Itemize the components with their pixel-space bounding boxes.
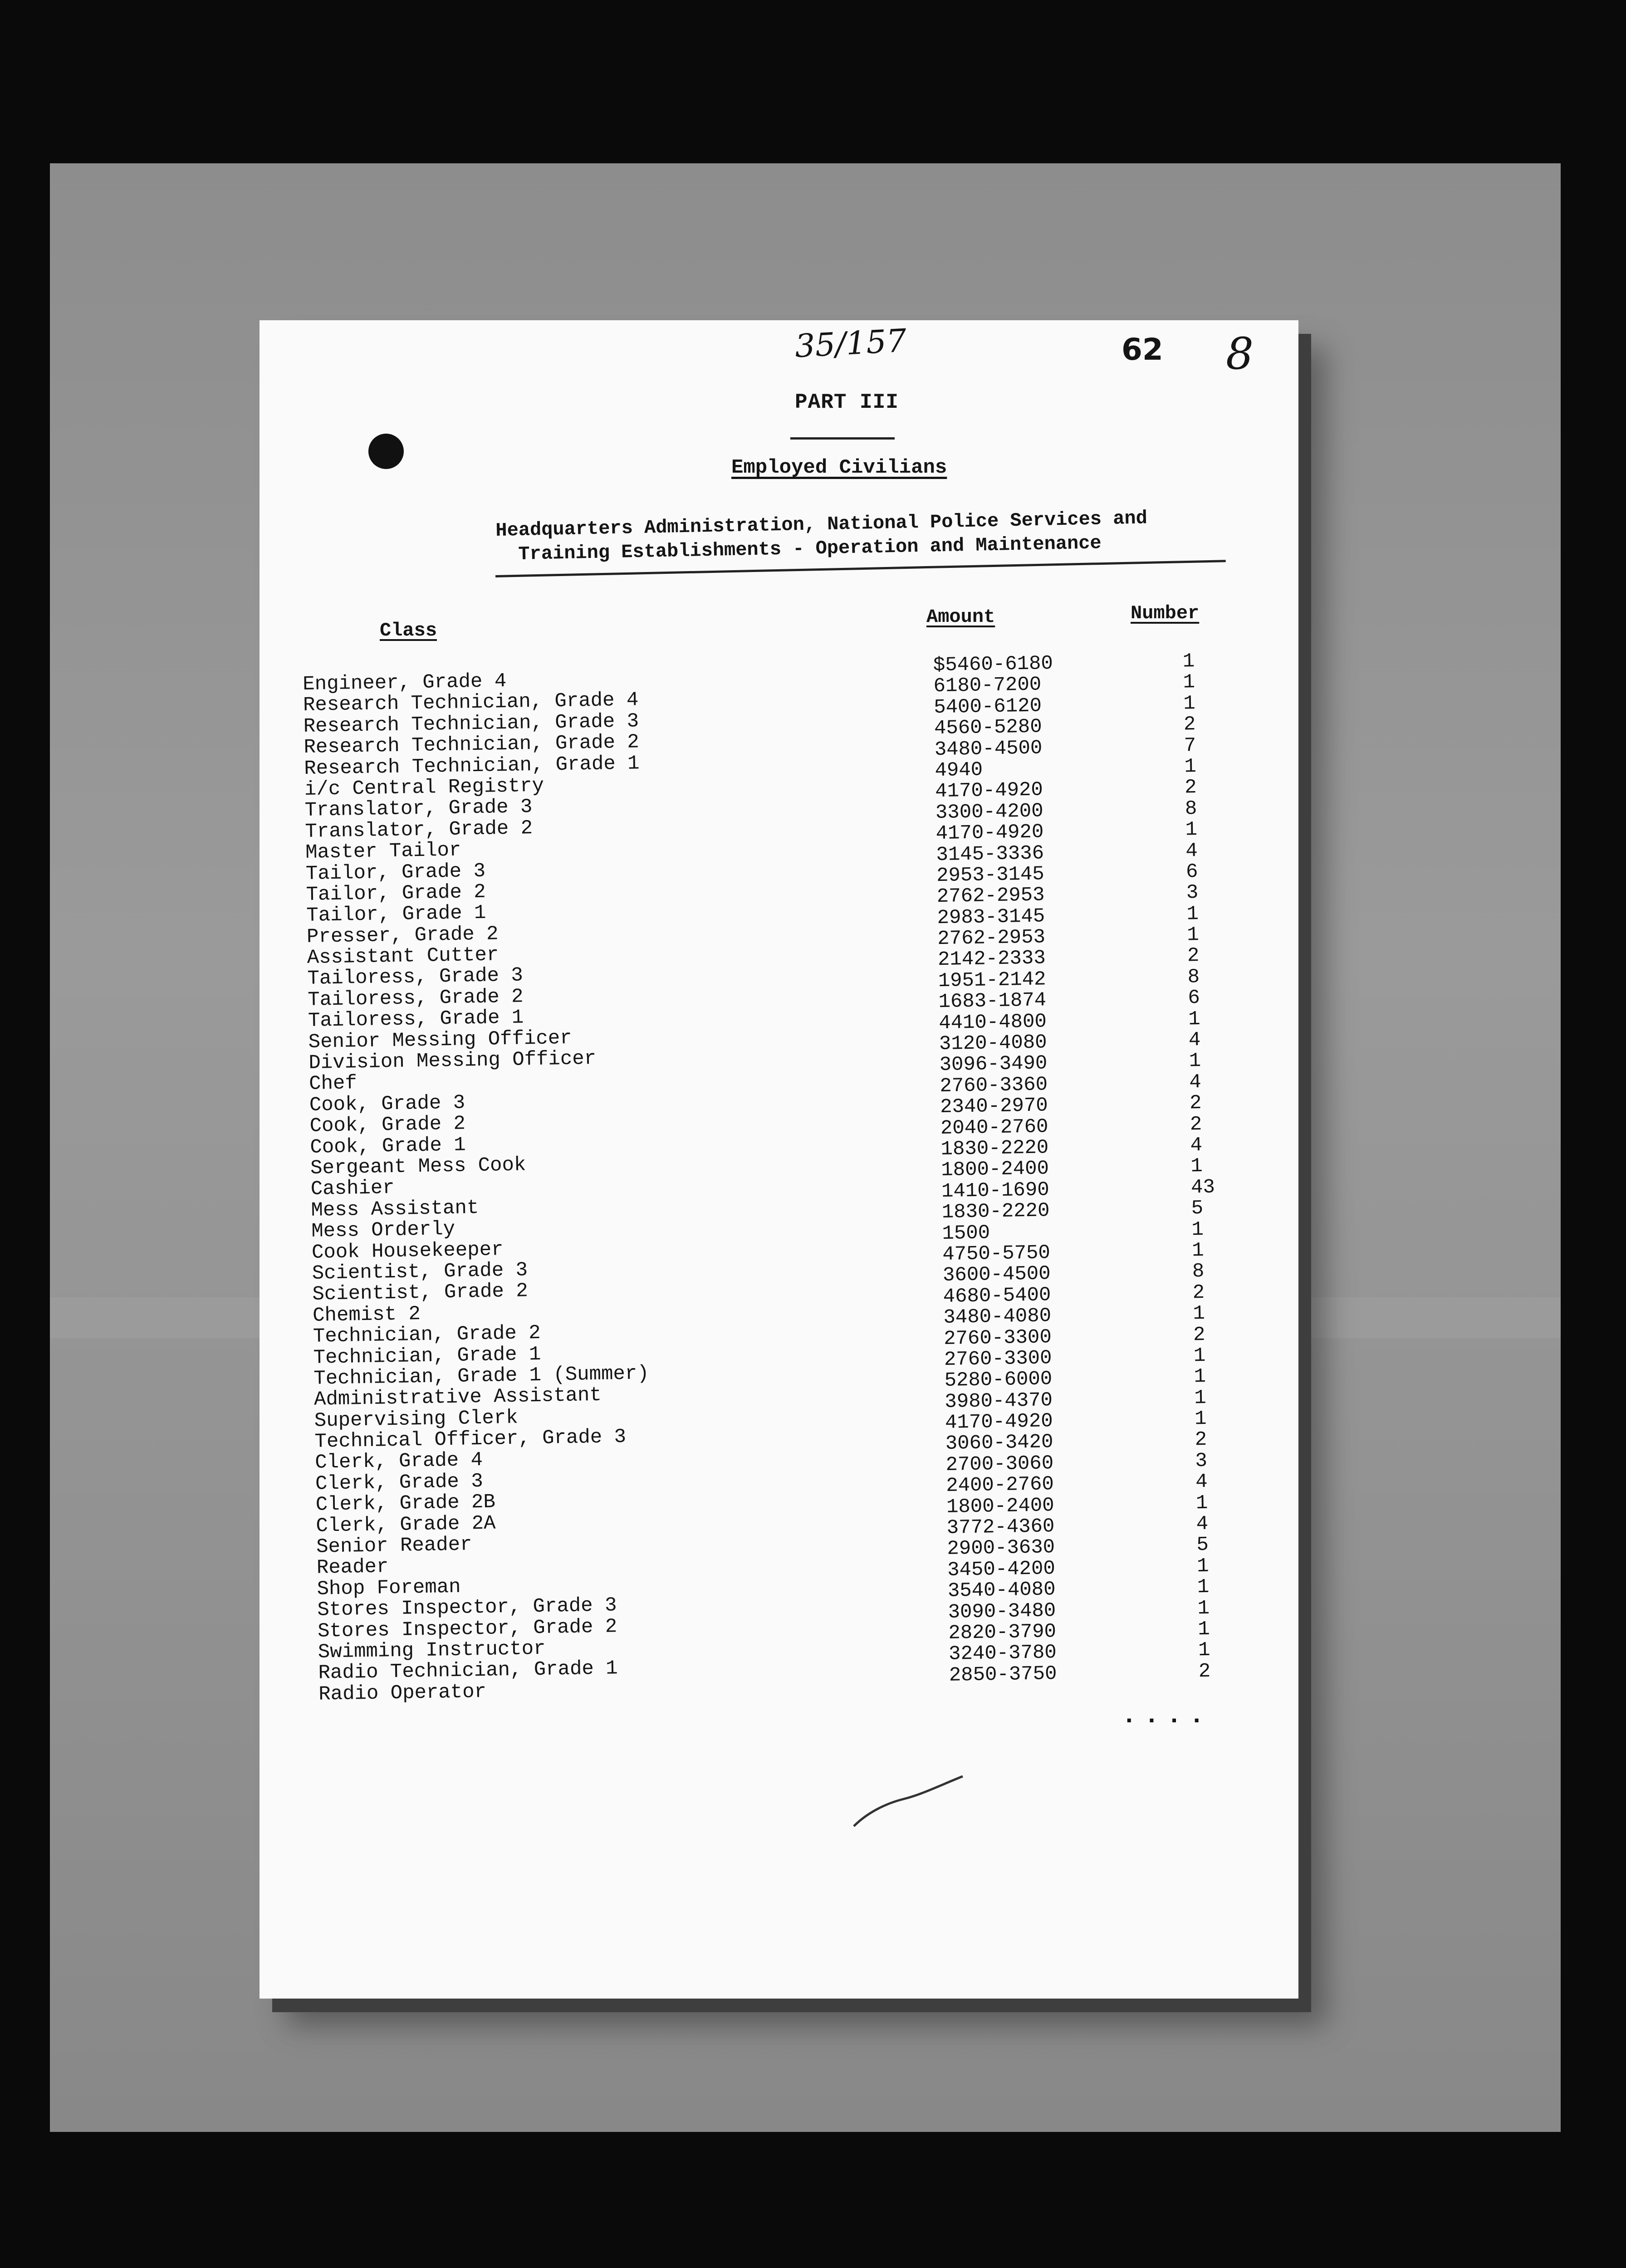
class-cell: Stores Inspector, Grade 3 [317, 1594, 617, 1622]
amount-cell: 2400-2760 [945, 1473, 1054, 1498]
class-cell: Swimming Instructor [318, 1637, 546, 1664]
amount-cell: 3240-3780 [948, 1641, 1057, 1666]
class-cell: Research Technician, Grade 2 [304, 731, 640, 759]
number-cell: 7 [1184, 734, 1196, 758]
number-cell: 2 [1192, 1281, 1205, 1305]
class-cell: Cook, Grade 3 [309, 1091, 465, 1117]
amount-cell: 1951-2142 [938, 968, 1046, 992]
number-cell: 1 [1184, 755, 1197, 778]
number-cell: 6 [1185, 860, 1198, 884]
amount-cell: 3120-4080 [939, 1031, 1047, 1056]
class-cell: Mess Assistant [311, 1196, 479, 1222]
amount-cell: 4170-4920 [945, 1410, 1053, 1435]
amount-cell: 2820-3790 [948, 1620, 1057, 1645]
class-cell: Scientist, Grade 2 [312, 1280, 529, 1306]
amount-cell: 1800-2400 [940, 1157, 1049, 1182]
amount-cell: 1410-1690 [941, 1178, 1050, 1203]
amount-cell: 2900-3630 [947, 1536, 1055, 1561]
class-cell: Presser, Grade 2 [306, 922, 499, 948]
number-cell: 8 [1192, 1260, 1205, 1283]
number-cell: 1 [1182, 650, 1195, 673]
number-cell: 1 [1185, 818, 1198, 841]
amount-cell: 4410-4800 [938, 1010, 1047, 1035]
number-cell: 1 [1190, 1155, 1203, 1178]
amount-cell: 3772-4360 [946, 1515, 1055, 1540]
amount-cell: 3480-4500 [934, 736, 1043, 761]
amount-cell: 5280-6000 [944, 1368, 1053, 1393]
amount-cell: 3480-4080 [943, 1305, 1052, 1330]
class-cell: Radio Technician, Grade 1 [318, 1657, 618, 1685]
number-cell: 1 [1188, 1007, 1200, 1031]
number-cell: 1 [1198, 1639, 1210, 1662]
class-cell: Division Messing Officer [309, 1047, 597, 1075]
amount-cell: 2760-3300 [944, 1347, 1052, 1371]
number-cell: 1 [1194, 1386, 1207, 1409]
amount-cell: 2700-3060 [945, 1452, 1054, 1476]
number-cell: 8 [1187, 965, 1200, 989]
number-cell: 1 [1194, 1407, 1207, 1431]
amount-cell: 2760-3300 [943, 1325, 1052, 1350]
class-cell: Administrative Assistant [313, 1384, 602, 1412]
class-cell: Research Technician, Grade 1 [304, 752, 640, 780]
file-number-annotation: 35/157 [794, 322, 908, 365]
subtitle-line-1: Headquarters Administration, National Police Services and [495, 507, 1148, 542]
number-cell: 1 [1197, 1597, 1210, 1620]
document-page [260, 320, 1298, 1999]
amount-cell: 1830-2220 [940, 1136, 1049, 1161]
class-cell: Reader [316, 1555, 389, 1580]
amount-cell: 5400-6120 [933, 694, 1042, 719]
class-cell: Clerk, Grade 2A [316, 1512, 496, 1538]
amount-cell: 3145-3336 [936, 841, 1044, 866]
class-cell: Supervising Clerk [314, 1406, 519, 1432]
number-cell: 1 [1186, 902, 1199, 926]
number-cell: 2 [1193, 1323, 1205, 1346]
amount-cell: 3300-4200 [935, 800, 1043, 824]
number-cell: 43 [1190, 1176, 1215, 1199]
number-cell: 3 [1195, 1449, 1208, 1473]
number-cell: 2 [1184, 776, 1197, 799]
class-cell: Chemist 2 [312, 1302, 421, 1327]
amount-cell: 3450-4200 [947, 1557, 1056, 1582]
amount-cell: 2762-2953 [936, 884, 1045, 909]
class-cell: Master Tailor [305, 839, 461, 865]
number-cell: 5 [1191, 1197, 1204, 1220]
amount-cell: 3090-3480 [948, 1599, 1056, 1624]
amount-cell: 4940 [935, 758, 983, 782]
number-cell: 4 [1195, 1471, 1208, 1494]
continuation-dots: .... [1122, 1701, 1212, 1730]
part-heading: PART III [795, 391, 899, 414]
number-cell: 1 [1194, 1365, 1206, 1388]
class-cell: Cook, Grade 2 [309, 1112, 466, 1138]
amount-cell: 4750-5750 [942, 1242, 1051, 1266]
class-cell: Radio Operator [318, 1680, 487, 1706]
number-cell: 1 [1193, 1302, 1205, 1325]
number-cell: 1 [1191, 1218, 1204, 1241]
number-cell: 1 [1195, 1491, 1208, 1515]
class-cell: Tailoress, Grade 2 [307, 985, 524, 1012]
class-cell: Mess Orderly [311, 1218, 455, 1243]
amount-cell: 3980-4370 [944, 1388, 1053, 1413]
number-cell: 1 [1197, 1618, 1210, 1641]
amount-cell: 4680-5400 [943, 1283, 1051, 1308]
number-cell: 2 [1198, 1660, 1211, 1683]
amount-cell: 2142-2333 [937, 947, 1046, 972]
punch-hole [368, 434, 404, 469]
class-cell: Technician, Grade 1 [313, 1343, 541, 1369]
number-cell: 4 [1188, 1029, 1201, 1052]
page-number: 62 [1122, 332, 1163, 367]
amount-cell: 2340-2970 [940, 1094, 1048, 1119]
amount-cell: 1830-2220 [941, 1199, 1050, 1224]
class-cell: Senior Reader [316, 1533, 472, 1559]
amount-cell: $5460-6180 [933, 652, 1053, 677]
class-cell: Tailor, Grade 1 [306, 902, 486, 928]
class-cell: Translator, Grade 3 [304, 796, 533, 822]
amount-cell: 1800-2400 [946, 1494, 1055, 1519]
class-cell: Cook Housekeeper [311, 1238, 504, 1264]
class-cell: Cook, Grade 1 [309, 1134, 466, 1159]
amount-cell: 4170-4920 [935, 821, 1044, 846]
class-cell: Tailoress, Grade 1 [308, 1006, 524, 1033]
class-cell: Clerk, Grade 4 [314, 1449, 483, 1475]
number-cell: 1 [1193, 1344, 1206, 1368]
amount-cell: 2983-3145 [937, 905, 1045, 929]
class-cell: Scientist, Grade 3 [312, 1259, 528, 1285]
class-cell: Technician, Grade 2 [313, 1322, 541, 1348]
amount-cell: 4560-5280 [934, 715, 1043, 740]
class-cell: Tailor, Grade 3 [305, 860, 486, 885]
class-cell: Assistant Cutter [307, 943, 499, 969]
number-cell: 1 [1197, 1576, 1210, 1599]
employee-class-table [302, 650, 1258, 1706]
amount-cell: 2760-3360 [940, 1073, 1048, 1098]
column-header-amount: Amount [926, 606, 995, 628]
class-cell: Research Technician, Grade 4 [303, 689, 639, 717]
subtitle-line-2: Training Establishments - Operation and Maintenance [518, 532, 1102, 565]
class-cell: Tailor, Grade 2 [306, 880, 486, 906]
number-cell: 6 [1188, 987, 1200, 1010]
amount-cell: 3540-4080 [947, 1578, 1056, 1603]
number-cell: 4 [1190, 1134, 1203, 1157]
number-cell: 1 [1189, 1050, 1201, 1073]
number-cell: 1 [1183, 692, 1196, 715]
number-cell: 2 [1187, 944, 1200, 968]
part-underline [790, 437, 895, 440]
class-cell: Clerk, Grade 3 [315, 1470, 484, 1496]
number-cell: 8 [1185, 797, 1197, 821]
class-cell: Shop Foreman [317, 1575, 461, 1601]
number-cell: 1 [1183, 671, 1195, 694]
pen-stroke-mark [849, 1772, 967, 1835]
class-cell: Sergeant Mess Cook [310, 1154, 526, 1180]
class-cell: Technical Officer, Grade 3 [314, 1426, 627, 1453]
number-cell: 2 [1190, 1113, 1202, 1136]
number-cell: 2 [1195, 1428, 1207, 1452]
amount-cell: 1683-1874 [938, 989, 1047, 1014]
column-header-number: Number [1131, 602, 1200, 624]
amount-cell: 2953-3145 [936, 863, 1045, 888]
number-cell: 4 [1189, 1070, 1202, 1094]
class-cell: Technician, Grade 1 (Summer) [313, 1362, 650, 1390]
class-cell: Research Technician, Grade 3 [303, 710, 639, 738]
class-cell: Chef [309, 1072, 358, 1096]
page-mark-annotation: 8 [1226, 328, 1254, 379]
amount-cell: 6180-7200 [933, 673, 1042, 698]
number-cell: 1 [1196, 1554, 1209, 1578]
number-cell: 5 [1196, 1534, 1209, 1557]
amount-cell: 3600-4500 [942, 1262, 1051, 1287]
amount-cell: 2040-2760 [940, 1115, 1048, 1140]
amount-cell: 1500 [942, 1221, 990, 1245]
number-cell: 3 [1186, 881, 1199, 904]
amount-cell: 3060-3420 [945, 1431, 1053, 1456]
amount-cell: 3096-3490 [939, 1052, 1048, 1077]
column-header-class: Class [380, 620, 437, 641]
class-cell: Engineer, Grade 4 [302, 670, 507, 696]
number-cell: 4 [1185, 839, 1198, 862]
number-cell: 1 [1186, 924, 1200, 947]
class-cell: Tailoress, Grade 3 [307, 964, 524, 991]
section-title: Employed Civilians [731, 456, 947, 479]
class-cell: i/c Central Registry [304, 774, 544, 801]
amount-cell: 2762-2953 [937, 926, 1046, 951]
amount-cell: 2850-3750 [949, 1662, 1057, 1687]
class-cell: Translator, Grade 2 [305, 816, 533, 843]
class-cell: Senior Messing Officer [308, 1026, 572, 1054]
class-cell: Cashier [310, 1177, 395, 1201]
amount-cell: 4170-4920 [935, 778, 1043, 803]
class-cell: Stores Inspector, Grade 2 [317, 1615, 617, 1643]
number-cell: 4 [1196, 1512, 1209, 1536]
number-cell: 2 [1189, 1092, 1202, 1115]
class-cell: Clerk, Grade 2B [315, 1491, 496, 1517]
number-cell: 2 [1183, 713, 1196, 736]
number-cell: 1 [1191, 1239, 1205, 1262]
